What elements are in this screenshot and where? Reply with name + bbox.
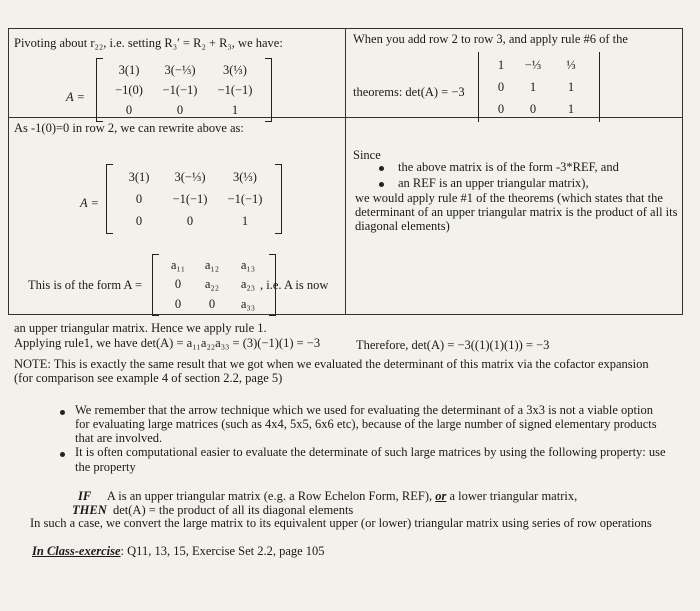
since-bullet-1: the above matrix is of the form -3*REF, and [398, 160, 619, 174]
matrix-entry: 0 [208, 296, 216, 311]
matrix-entry: 1 [241, 213, 249, 228]
matrix-entry: 3(1) [118, 62, 140, 77]
matrix-row [117, 170, 271, 185]
since-para-3: diagonal elements) [355, 219, 450, 233]
pivot-intro: Pivoting about r₂₂, i.e. setting R₃′ = R₂ + R₃, we have: [14, 36, 283, 50]
matrix-lhs: A = [66, 90, 85, 104]
matrix-entry: a₁₂ [204, 258, 220, 273]
matrix-entry: 0 [497, 101, 505, 116]
matrix-row [489, 80, 589, 95]
matrix-row [489, 102, 589, 117]
matrix-entry: a₁₁ [170, 258, 186, 273]
matrix-entry: 0 [135, 191, 143, 206]
exercise-label: In Class-exercise [32, 544, 121, 558]
matrix-entry: 0 [186, 213, 194, 228]
matrix-entry: 1 [497, 57, 505, 72]
matrix-entry: 3(−⅓) [174, 169, 206, 184]
matrix-entry: 3(−⅓) [164, 62, 196, 77]
since-label: Since [353, 148, 381, 162]
matrix-row [117, 192, 271, 207]
matrix-row [163, 297, 265, 312]
since-para-1: we would apply rule #1 of the theorems (which states that the [355, 191, 663, 205]
since-bullet-2: an REF is an upper triangular matrix), [398, 176, 589, 190]
bullet-2-line-1: It is often computational easier to evaluate the determinate of such large matrices by using the following property: use [75, 445, 666, 459]
bullet-marker [60, 452, 65, 457]
if-text-2: a lower triangular matrix, [446, 489, 578, 503]
since-para-2: determinant of an upper triangular matrix is the product of all its [355, 205, 678, 219]
bullet-1-line-2: for evaluating large matrices (such as 4x4, 5x5, 6x6 etc), because of the large number of signed elementary products [75, 417, 657, 431]
then-keyword: THEN [72, 503, 107, 517]
note-line-1: NOTE: This is exactly the same result that we got when we evaluated the determinant of this matrix via the cofactor expansion [14, 357, 649, 371]
matrix-entry: 3(⅓) [233, 169, 257, 184]
matrix-entry: 0 [174, 296, 182, 311]
bullet-1-line-1: We remember that the arrow technique which we used for evaluating the determinant of a 3x3 is not a viable option [75, 403, 653, 417]
add-rows-intro: When you add row 2 to row 3, and apply rule #6 of the [353, 32, 628, 46]
matrix-row [107, 83, 261, 98]
pivot-matrix [96, 58, 272, 122]
matrix-entry: −1(−1) [172, 191, 208, 206]
if-text: A is an upper triangular matrix (e.g. a Row Echelon Form, REF), [106, 489, 436, 503]
matrix-entry: 0 [176, 102, 184, 117]
matrix-entry: −1(0) [115, 82, 143, 97]
if-statement [78, 489, 577, 504]
conclusion-line: In such a case, we convert the large matrix to its equivalent upper (or lower) triangular matrix using series of row operations [30, 516, 652, 530]
matrix-entry: ⅓ [566, 57, 576, 72]
matrix-row [163, 258, 265, 273]
det-label: theorems: det(A) = −3 [353, 85, 465, 99]
matrix-entry: 1 [231, 102, 239, 117]
bullet-marker [60, 410, 65, 415]
bullet-1-line-3: that are involved. [75, 431, 163, 445]
matrix-row [163, 277, 265, 292]
ref-matrix [478, 52, 600, 122]
matrix-row [117, 214, 271, 229]
form-suffix: , i.e. A is now [260, 278, 329, 292]
matrix-entry: 0 [135, 213, 143, 228]
or-keyword: or [435, 489, 447, 503]
matrix-entry: −1(−1) [162, 82, 198, 97]
therefore-result: Therefore, det(A) = −3((1)(1)(1)) = −3 [356, 338, 550, 352]
matrix-entry: −⅓ [524, 57, 542, 72]
matrix-entry: 0 [529, 101, 537, 116]
bullet-marker [379, 182, 384, 187]
matrix-entry: 3(1) [128, 169, 150, 184]
then-text: det(A) = the product of all its diagonal elements [112, 503, 354, 517]
note-line-2: (for comparison see example 4 of section 2.2, page 5) [14, 371, 283, 385]
matrix-entry: 0 [174, 277, 182, 292]
matrix-row [107, 63, 261, 78]
matrix-entry: 1 [567, 79, 575, 94]
apply-rule-line: Applying rule1, we have det(A) = a₁₁a₂₂a₃₃ = (3)(−1)(1) = −3 [14, 336, 321, 350]
matrix-entry: 1 [529, 79, 537, 94]
matrix-entry: a₂₃ [240, 277, 256, 292]
class-exercise [32, 544, 325, 559]
rule-line: an upper triangular matrix. Hence we apply rule 1. [14, 321, 267, 335]
form-prefix: This is of the form A = [28, 278, 142, 292]
rewrite-matrix [106, 164, 282, 234]
matrix-row [489, 58, 589, 73]
matrix-entry: −1(−1) [217, 82, 253, 97]
matrix-lhs-2: A = [80, 196, 99, 210]
exercise-text: : Q11, 13, 15, Exercise Set 2.2, page 105 [120, 544, 325, 558]
rewrite-intro: As -1(0)=0 in row 2, we can rewrite above as: [14, 121, 244, 135]
matrix-row [107, 103, 261, 118]
matrix-entry: 3(⅓) [223, 62, 247, 77]
matrix-entry: a₃₃ [240, 296, 256, 311]
if-keyword: IF [78, 489, 92, 503]
bullet-2-line-2: the property [75, 460, 136, 474]
matrix-entry: 0 [497, 79, 505, 94]
matrix-entry: 1 [567, 101, 575, 116]
matrix-entry: 0 [125, 102, 133, 117]
upper-triangular-form [152, 254, 276, 316]
bullet-marker [379, 166, 384, 171]
matrix-entry: a₁₃ [240, 258, 256, 273]
matrix-entry: a₂₂ [204, 277, 220, 292]
matrix-entry: −1(−1) [227, 191, 263, 206]
